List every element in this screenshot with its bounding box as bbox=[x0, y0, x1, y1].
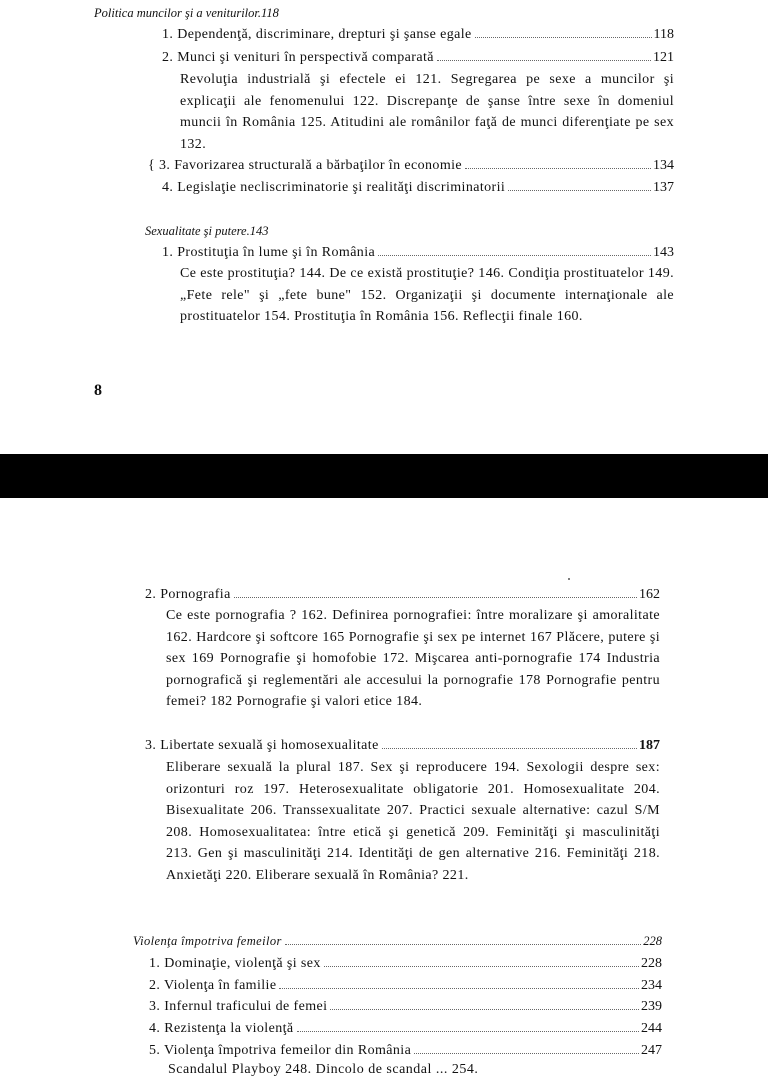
toc-entry-page: 228 bbox=[643, 934, 662, 948]
toc-entry-page: 247 bbox=[641, 1043, 662, 1058]
toc-entry-page: 137 bbox=[653, 180, 674, 195]
leader-dots bbox=[382, 748, 637, 749]
toc-entry-page: 121 bbox=[653, 50, 674, 65]
toc-entry-page: 228 bbox=[641, 956, 662, 971]
toc-entry-label: 2. Violenţa în familie bbox=[149, 978, 277, 993]
leader-dots bbox=[465, 168, 651, 169]
toc-entry-label: 4. Rezistenţa la violenţă bbox=[149, 1021, 294, 1036]
leader-dots bbox=[234, 597, 637, 598]
toc-entry[interactable] bbox=[162, 49, 674, 67]
toc-entry-description: Ce este pornografia ? 162. Definirea pornografiei: între moralizare şi amoralitate 162. Hardcore şi softcore 165 Pornografie şi sex pe internet 167 Plăcere, putere şi sex 169 Pornografie şi homofobie 172. Mişcarea anti-pornografie 174 Industria pornografică şi reglementări ale accesului la pornografie 178 Pornografie pentru femei? 182 Pornografie şi valori etice 184. bbox=[166, 608, 660, 709]
leader-dots bbox=[437, 60, 651, 61]
toc-entry[interactable] bbox=[149, 998, 662, 1016]
toc-entry-page: 239 bbox=[641, 999, 662, 1014]
toc-entry-label: 4. Legislaţie necliscriminatorie şi realităţi discriminatorii bbox=[162, 180, 506, 195]
section-title-labor: Politica muncilor şi a veniturilor.118 bbox=[94, 6, 279, 20]
toc-entry-label: 1. Dominaţie, violenţă şi sex bbox=[149, 956, 321, 971]
toc-entry-label: { 3. Favorizarea structurală a bărbaţilor în economie bbox=[148, 158, 463, 173]
document-page-2 bbox=[0, 498, 768, 1082]
toc-entry[interactable] bbox=[149, 955, 662, 973]
toc-entry-page: 244 bbox=[641, 1021, 662, 1036]
toc-entry-label: 1. Dependenţă, discriminare, drepturi şi şanse egale bbox=[162, 27, 472, 42]
toc-entry-page: 118 bbox=[653, 27, 674, 42]
section-title-sexuality: Sexualitate şi putere.143 bbox=[145, 224, 269, 238]
toc-entry-page: 162 bbox=[639, 587, 660, 602]
document-page-1 bbox=[0, 0, 768, 454]
page-number: 8 bbox=[94, 382, 102, 399]
leader-dots bbox=[279, 988, 639, 989]
leader-dots bbox=[378, 255, 651, 256]
section-title-violence[interactable] bbox=[133, 932, 662, 950]
toc-entry-description: Eliberare sexuală la plural 187. Sex şi reproducere 194. Sexologii despre sex: orizonturi roz 197. Heterosexualitate obligatorie 201. Homosexualitate 204. Bisexualitate 206. Transsexualitate 207. Practici sexuale alternative: cazul S/M 208. Homosexualitatea: între etică şi genetică 209. Feminităţi şi masculinităţi 213. Gen şi masculinităţi 214. Identităţi de gen alternative 216. Feminităţi 218. Anxietăţi 220. Eliberare sexuală în România? 221. bbox=[166, 760, 660, 883]
toc-entry-description: Ce este prostituţia? 144. De ce există prostituţie? 146. Condiţia prostituatelor 149. „Fete rele" şi „fete bune" 152. Organizaţii şi documente internaţionale ale prostituatelor 154. Prostituţia în România 156. Reflecţii finale 160. bbox=[180, 266, 674, 324]
toc-entry[interactable] bbox=[148, 157, 674, 175]
leader-dots bbox=[475, 37, 652, 38]
toc-entry-page: 143 bbox=[653, 245, 674, 260]
scan-speck bbox=[568, 578, 570, 580]
toc-entry-label: 5. Violenţa împotriva femeilor din România bbox=[149, 1043, 412, 1058]
leader-dots bbox=[414, 1053, 639, 1054]
leader-dots bbox=[324, 966, 639, 967]
toc-entry[interactable] bbox=[149, 977, 662, 995]
toc-entry-label: 3. Infernul traficului de femei bbox=[149, 999, 328, 1014]
toc-entry-page: 234 bbox=[641, 978, 662, 993]
toc-entry-page: 187 bbox=[639, 738, 660, 753]
toc-entry[interactable] bbox=[162, 26, 674, 44]
toc-entry[interactable] bbox=[162, 179, 674, 197]
toc-entry[interactable] bbox=[149, 1042, 662, 1060]
toc-entry-label: Violenţa împotriva femeilor bbox=[133, 934, 282, 948]
toc-entry-page: 134 bbox=[653, 158, 674, 173]
leader-dots bbox=[330, 1009, 639, 1010]
toc-entry-label: 2. Munci şi venituri în perspectivă comparată bbox=[162, 50, 434, 65]
leader-dots bbox=[508, 190, 651, 191]
toc-entry-description: Scandalul Playboy 248. Dincolo de scandal ... 254. bbox=[168, 1062, 479, 1077]
leader-dots bbox=[285, 944, 642, 945]
toc-entry-label: 2. Pornografia bbox=[145, 587, 231, 602]
leader-dots bbox=[297, 1031, 639, 1032]
toc-entry[interactable] bbox=[145, 586, 660, 604]
toc-entry[interactable] bbox=[149, 1020, 662, 1038]
toc-entry[interactable] bbox=[162, 244, 674, 262]
toc-entry-label: 3. Libertate sexuală şi homosexualitate bbox=[145, 738, 379, 753]
toc-entry[interactable] bbox=[145, 737, 660, 755]
toc-entry-label: 1. Prostituţia în lume şi în România bbox=[162, 245, 376, 260]
toc-entry-description: Revoluţia industrială şi efectele ei 121. Segregarea pe sexe a muncilor şi explicaţii ale fenomenului 122. Discrepanţe de şanse între sexe în domeniul muncii în România 125. Atitudini ale românilor faţă de munci diferenţiate pe sex 132. bbox=[180, 72, 674, 152]
